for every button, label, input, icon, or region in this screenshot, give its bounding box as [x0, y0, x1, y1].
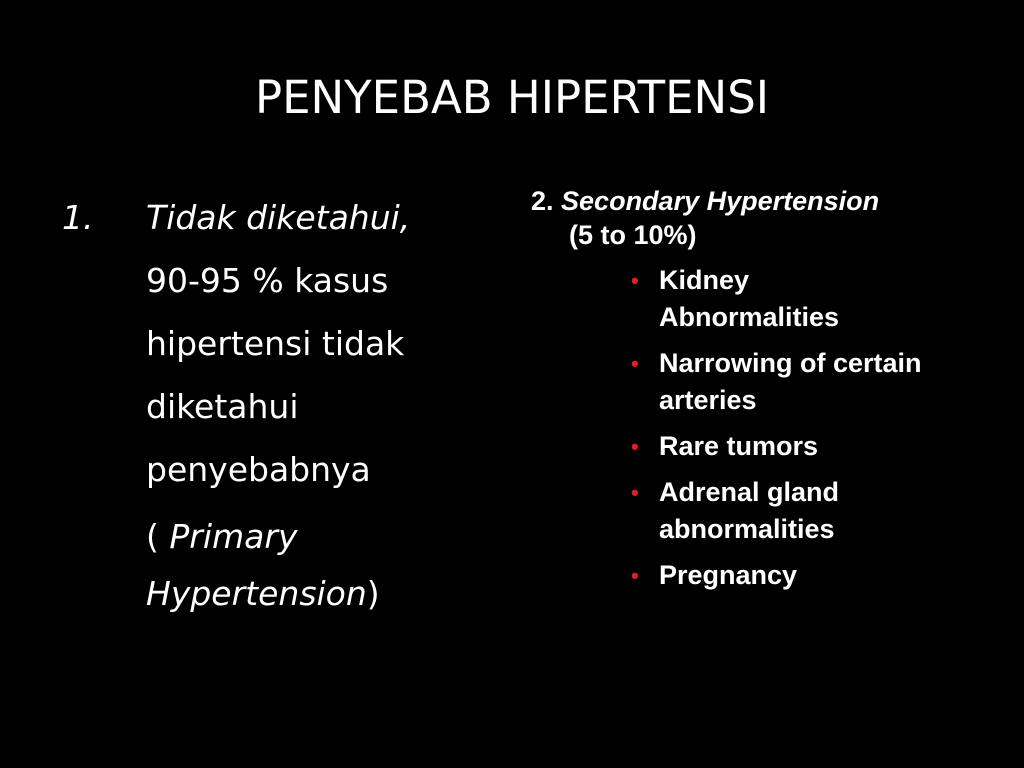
cause-line-1: Adrenal gland	[659, 477, 840, 507]
bullet-icon: •	[631, 434, 639, 459]
cause-line-2: arteries	[659, 385, 757, 415]
list-item	[531, 262, 1011, 336]
bullet-icon: •	[631, 563, 639, 588]
cause-list	[531, 262, 1011, 594]
primary-line-2: 90-95 % kasus	[146, 261, 389, 300]
secondary-hypertension-block	[531, 184, 1011, 603]
list-item	[531, 428, 1011, 465]
open-paren: (	[146, 517, 170, 556]
primary-line-3: hipertensi tidak	[146, 324, 405, 363]
primary-word: Primary	[169, 517, 298, 556]
close-paren: )	[366, 574, 380, 613]
cause-line-1: Rare tumors	[659, 431, 819, 461]
slide-title: PENYEBAB HIPERTENSI	[254, 71, 770, 124]
cause-line-1: Pregnancy	[659, 560, 798, 590]
list-item	[531, 345, 1011, 419]
list-number-2: 2.	[531, 186, 562, 216]
primary-lead: Tidak diketahui,	[146, 198, 411, 237]
cause-line-2: Abnormalities	[659, 302, 840, 332]
secondary-percent: (5 to 10%)	[569, 220, 697, 250]
list-number-1: 1.	[62, 198, 94, 237]
hypertension-word: Hypertension	[146, 574, 367, 613]
list-item	[531, 557, 1011, 594]
secondary-heading	[531, 184, 1011, 218]
bullet-icon: •	[631, 351, 639, 376]
bullet-icon: •	[631, 268, 639, 293]
primary-line-5: penyebabnya	[146, 450, 371, 489]
cause-line-1: Kidney	[659, 265, 750, 295]
list-item	[531, 474, 1011, 548]
cause-line-1: Narrowing of certain	[659, 348, 922, 378]
primary-line-4: diketahui	[146, 387, 299, 426]
secondary-heading-text: Secondary Hypertension	[561, 186, 880, 216]
bullet-icon: •	[631, 480, 639, 505]
cause-line-2: abnormalities	[659, 514, 835, 544]
primary-description	[146, 186, 506, 501]
primary-term	[146, 508, 506, 622]
